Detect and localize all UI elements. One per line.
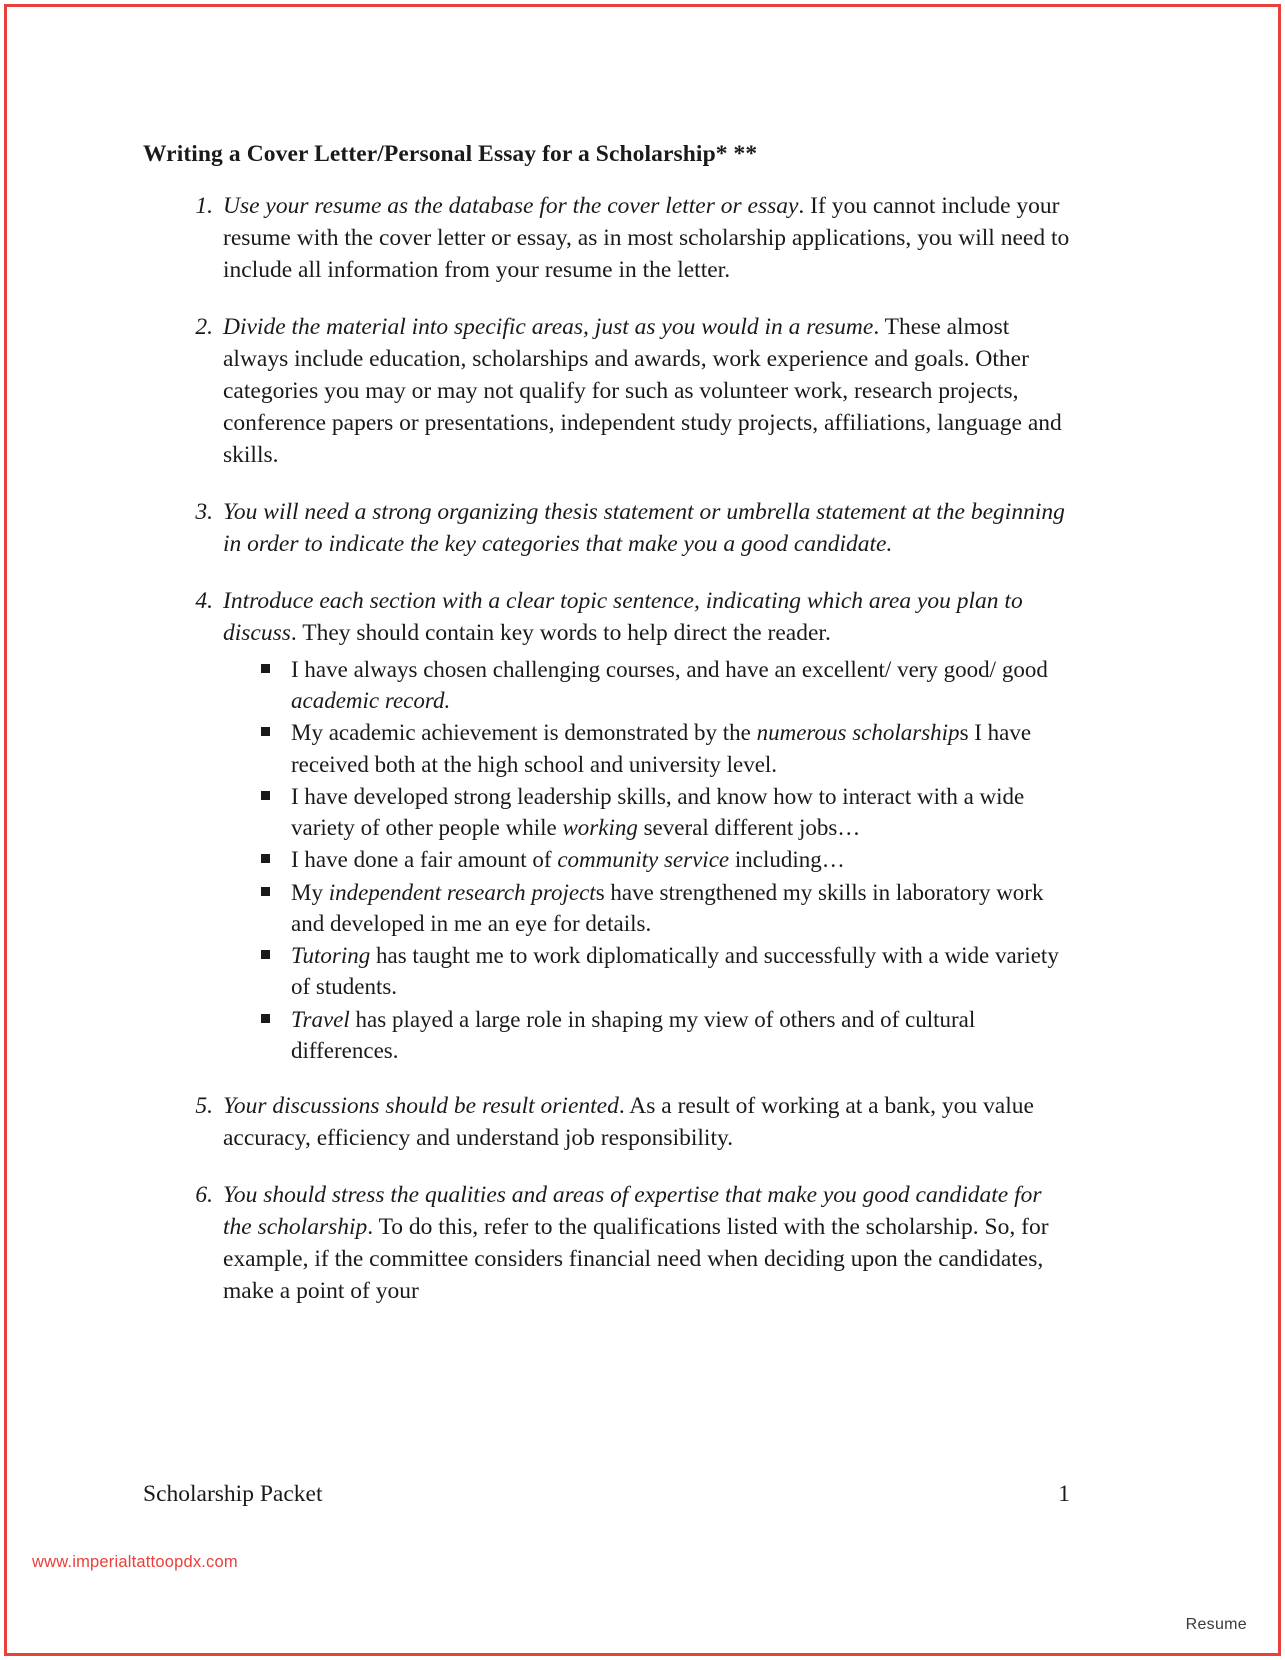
list-item-lead: Introduce each section with a clear topic sentence, indicating which area you plan to discuss — [223, 587, 1023, 646]
bullet-text: Tutoring has taught me to work diplomatically and successfully with a wide variety of students. — [291, 943, 1059, 1000]
square-bullet-icon — [261, 887, 270, 896]
bullet-text: I have always chosen challenging courses, and have an excellent/ very good/ good academic record. — [291, 656, 1048, 714]
square-bullet-icon — [261, 950, 270, 959]
instruction-list — [143, 191, 1070, 1308]
bullet-text: I have developed strong leadership skills, and know how to interact with a wide variety of other people while working several different jobs… — [291, 783, 1025, 841]
square-bullet-icon — [261, 664, 270, 673]
list-item-lead: Use your resume as the database for the cover letter or essay — [223, 193, 799, 220]
watermark-url: www.imperialtattoopdx.com — [32, 1553, 238, 1571]
list-item — [143, 191, 1070, 287]
list-item — [223, 717, 1070, 780]
list-item — [143, 586, 1070, 1066]
list-item — [143, 312, 1070, 472]
list-item-number: 5. — [195, 1093, 213, 1120]
list-item — [143, 1180, 1070, 1308]
list-item — [223, 654, 1070, 717]
square-bullet-icon — [261, 854, 270, 863]
list-item-rest: . If you cannot include your resume with the cover letter or essay, as in most scholarship applications, you will need to include all information from your resume in the letter. — [223, 193, 1070, 284]
list-item-number: 3. — [195, 499, 213, 525]
list-item — [143, 497, 1070, 561]
corner-label: Resume — [1185, 1616, 1247, 1633]
list-item-number: 1. — [195, 193, 213, 220]
list-item — [223, 940, 1070, 1003]
list-item-lead: Your discussions should be result oriented — [223, 1093, 619, 1120]
list-item — [223, 844, 1070, 875]
bullet-text: My independent research projects have strengthened my skills in laboratory work and developed in me an eye for details. — [291, 879, 1044, 936]
list-item-lead: Divide the material into specific areas, just as you would in a resume — [223, 314, 874, 341]
list-item-lead: You will need a strong organizing thesis statement or umbrella statement at the beginning in order to indicate the key categories that make you a good candidate. — [223, 499, 1065, 557]
bullet-text: I have done a fair amount of community service including… — [291, 847, 845, 873]
list-item-rest: . To do this, refer to the qualifications listed with the scholarship. So, for example, if the committee considers financial need when deciding upon the candidates, make a point of your — [223, 1214, 1049, 1305]
list-item-rest: . As a result of working at a bank, you value accuracy, efficiency and understand job responsibility. — [223, 1093, 1034, 1152]
square-bullet-icon — [261, 791, 270, 800]
page-number: 1 — [1058, 1481, 1070, 1507]
list-item — [223, 877, 1070, 940]
bullet-text: Travel has played a large role in shaping my view of others and of cultural differences. — [291, 1006, 976, 1063]
square-bullet-icon — [261, 727, 270, 736]
list-item-rest: . They should contain key words to help direct the reader. — [290, 619, 831, 646]
page-footer — [143, 1481, 1070, 1508]
page-title: Writing a Cover Letter/Personal Essay for a Scholarship* ** — [143, 141, 758, 167]
list-item-rest: . These almost always include education, scholarships and awards, work experience and goals. Other categories you may or may not qualify for such as volunteer work, research projects, conference papers or presentations, independent study projects, affiliations, language and skills. — [223, 314, 1062, 469]
list-item-lead: You should stress the qualities and areas of expertise that make you good candidate for the scholarship — [223, 1182, 1042, 1241]
list-item — [223, 781, 1070, 844]
list-item-number: 4. — [195, 587, 213, 614]
bullet-text: My academic achievement is demonstrated by the numerous scholarships I have received both at the high school and university level. — [291, 720, 1032, 777]
list-item — [143, 1091, 1070, 1155]
example-bullet-list — [223, 654, 1070, 1066]
list-item-number: 2. — [195, 314, 213, 341]
footer-label: Scholarship Packet — [143, 1481, 323, 1507]
list-item — [223, 1004, 1070, 1067]
square-bullet-icon — [261, 1014, 270, 1023]
list-item-number: 6. — [195, 1182, 213, 1209]
